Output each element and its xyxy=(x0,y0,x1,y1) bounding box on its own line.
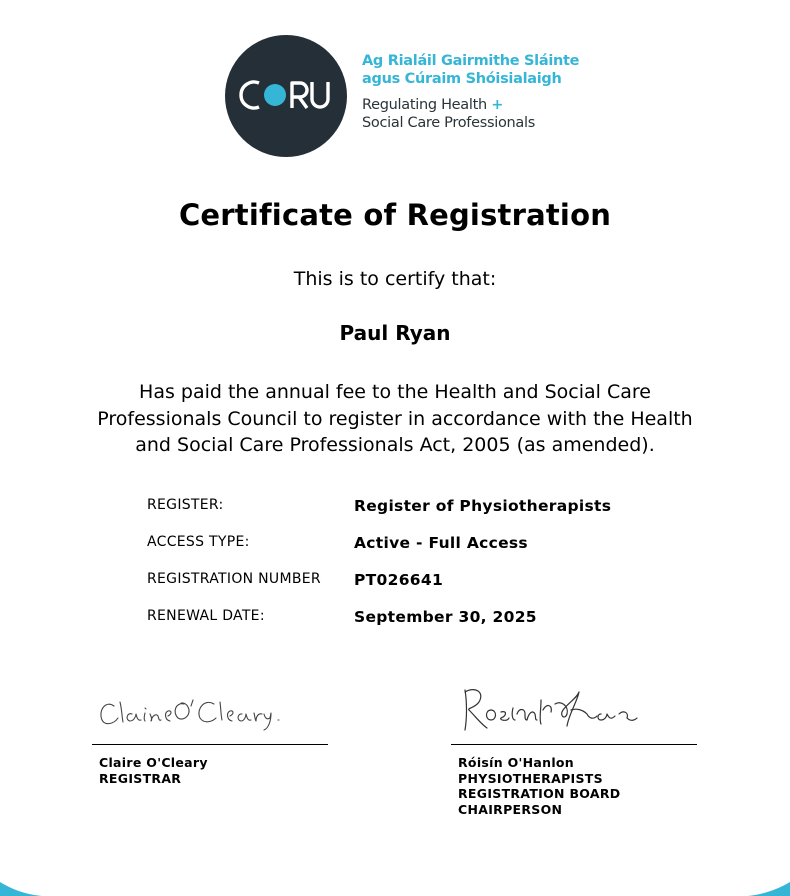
logo-text xyxy=(362,52,582,132)
detail-label: REGISTER: xyxy=(147,497,224,513)
detail-label: ACCESS TYPE: xyxy=(147,534,250,550)
detail-label: RENEWAL DATE: xyxy=(147,608,265,624)
signatory-name: Claire O'Cleary xyxy=(99,755,208,770)
signatory-name: Róisín O'Hanlon xyxy=(458,755,574,770)
certificate-statement: Has paid the annual fee to the Health and Social Care Professionals Council to register in accordance with the Health and Social Care Professionals Act, 2005 (as amended). xyxy=(97,381,693,456)
registration-details xyxy=(147,495,667,643)
signature-line xyxy=(451,744,697,745)
detail-row-access-type xyxy=(147,532,667,569)
registrant-name: Paul Ryan xyxy=(339,321,451,345)
logo-irish-line-2: agus Cúraim Shóisialaigh xyxy=(362,71,562,87)
detail-row-renewal-date xyxy=(147,606,667,643)
signatory-role: REGISTRAR xyxy=(99,770,182,786)
detail-value: PT026641 xyxy=(354,571,444,589)
signature-block-registrar xyxy=(92,680,328,786)
signatory-caption xyxy=(451,755,697,817)
bottom-wave-decoration xyxy=(0,860,790,896)
detail-value: Active - Full Access xyxy=(354,534,528,552)
signatory-role-line-1: PHYSIOTHERAPISTS xyxy=(458,770,603,786)
certificate-title: Certificate of Registration xyxy=(178,198,612,232)
signatory-role-line-2: REGISTRATION BOARD xyxy=(458,786,621,801)
certify-intro: This is to certify that: xyxy=(293,268,497,290)
detail-value: September 30, 2025 xyxy=(354,608,537,626)
logo-plus: + xyxy=(491,97,504,113)
coru-wordmark xyxy=(225,35,347,157)
coru-logo xyxy=(225,35,580,157)
logo-irish-line-1: Ag Rialáil Gairmithe Sláinte xyxy=(362,53,580,69)
detail-row-registration-number xyxy=(147,569,667,606)
detail-value: Register of Physiotherapists xyxy=(354,497,612,515)
signatory-role-line-3: CHAIRPERSON xyxy=(458,801,563,817)
logo-english-line-1: Regulating Health + xyxy=(362,97,504,113)
signature-registrar xyxy=(92,680,328,744)
signature-chairperson xyxy=(451,680,697,744)
signature-line xyxy=(92,744,328,745)
signatory-caption xyxy=(92,755,328,786)
logo-english-line-2: Social Care Professionals xyxy=(362,115,535,131)
signature-block-chairperson xyxy=(451,680,697,817)
detail-label: REGISTRATION NUMBER xyxy=(147,571,321,587)
detail-row-register xyxy=(147,495,667,532)
